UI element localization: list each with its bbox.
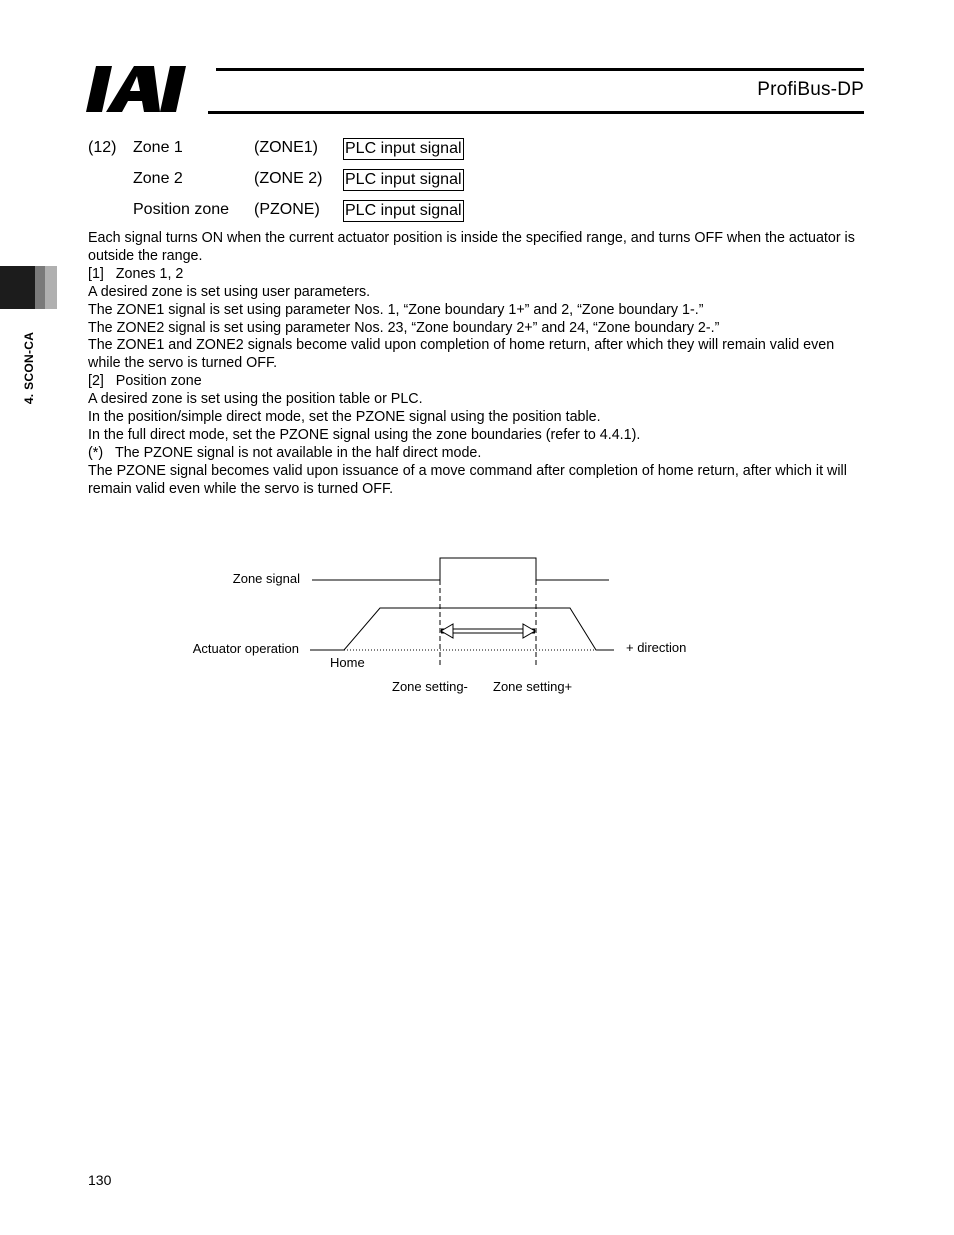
signal-row-zone2 (88, 169, 488, 191)
signal-type-box: PLC input signal (343, 169, 464, 191)
item-number: (12) (88, 139, 117, 156)
zone-timing-diagram (170, 545, 710, 705)
page-number: 130 (88, 1172, 112, 1188)
signal-name: Zone 1 (133, 139, 183, 156)
paragraph: The ZONE1 signal is set using parameter Nos. 1, “Zone boundary 1+” and 2, “Zone boundary 1-.” (88, 301, 704, 318)
signal-name: Position zone (133, 201, 230, 218)
zone-signal-waveform (312, 558, 609, 580)
paragraph: Each signal turns ON when the current actuator position is inside the specified range, and turns OFF when the actuator is outside the range. (88, 230, 855, 264)
paragraph: A desired zone is set using user parameters. (88, 283, 371, 300)
chapter-tab-light (45, 266, 57, 309)
signal-row-zone1 (88, 138, 488, 160)
actuator-operation-label: Actuator operation (192, 641, 299, 656)
signal-code: (PZONE) (254, 201, 320, 218)
paragraph: A desired zone is set using the position table or PLC. (88, 391, 423, 408)
zone-signal-label: Zone signal (232, 571, 300, 586)
chapter-label: 4. SCON-CA (22, 331, 36, 405)
signal-name: Zone 2 (133, 170, 183, 187)
header-rule-top (216, 68, 864, 71)
paragraph: In the full direct mode, set the PZONE signal using the zone boundaries (refer to 4.4.1). (88, 426, 641, 443)
iai-logo (86, 66, 206, 114)
header-rule-bottom (208, 111, 864, 114)
paragraph: [1] Zones 1, 2 (88, 265, 184, 282)
signal-code: (ZONE 2) (254, 170, 323, 187)
paragraph: (*) The PZONE signal is not available in the half direct mode. (88, 444, 482, 461)
chapter-tab-mid (35, 266, 45, 309)
signal-type-box: PLC input signal (343, 200, 464, 222)
paragraph: The PZONE signal becomes valid upon issuance of a move command after completion of home return, after which it will remain valid even while the servo is turned OFF. (88, 462, 847, 497)
zone-setting-plus-label: Zone setting+ (493, 679, 573, 694)
home-label: Home (330, 655, 365, 670)
paragraph: In the position/simple direct mode, set the PZONE signal using the position table. (88, 409, 601, 426)
chapter-tab-dark (0, 266, 35, 309)
paragraph: The ZONE2 signal is set using parameter Nos. 23, “Zone boundary 2+” and 24, “Zone boundary 2-.” (88, 319, 720, 336)
signal-code: (ZONE1) (254, 139, 318, 156)
body-text (88, 230, 868, 499)
signal-row-pzone (88, 200, 488, 222)
direction-label: + direction (626, 640, 687, 655)
zone-setting-minus-label: Zone setting- (392, 679, 468, 694)
paragraph: [2] Position zone (88, 373, 202, 390)
product-name: ProfiBus-DP (757, 79, 864, 100)
paragraph: The ZONE1 and ZONE2 signals become valid upon completion of home return, after which they will remain valid even while the servo is turned OFF. (88, 337, 835, 372)
signal-type-box: PLC input signal (343, 138, 464, 160)
